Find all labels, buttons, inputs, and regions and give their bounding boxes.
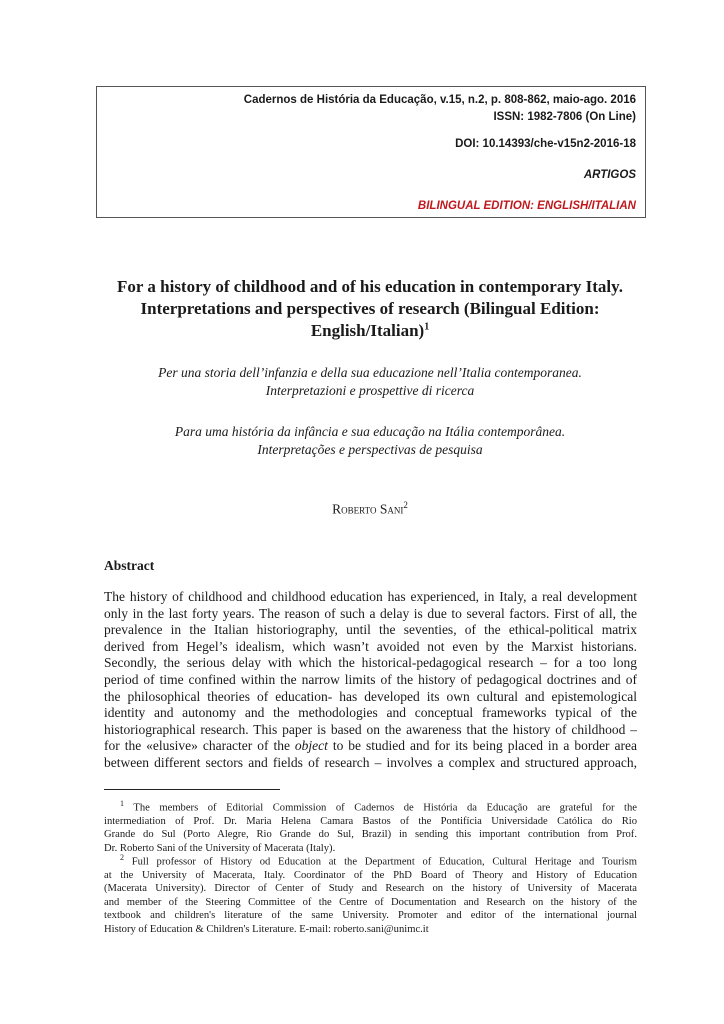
footnote-line: Dr. Roberto Sani of the University of Macerata (Italy). [104,842,336,854]
footnote-line: History of Education & Children's Literature. E-mail: roberto.sani@unimc.it [104,923,429,935]
italian-title-line-2: Interpretazioni e prospettive di ricerca [265,383,475,398]
portuguese-title-line-2: Interpretações e perspectivas de pesquisa [257,442,483,457]
footnote-2-line-1: Full professor of History od Education at the Department of Education, Cultural Heritage and Tourism [131,856,637,868]
portuguese-title [80,423,660,459]
article-title-line-3 [80,320,660,342]
italian-title-line-1: Per una storia dell’infanzia e della sua educazione nell’Italia contemporanea. [158,365,582,380]
journal-header-box [96,86,646,218]
abstract-object-italic: object [294,738,328,754]
footnote-line: Grande do Sul (Porto Alegre, Rio Grande do Sul, Brazil) in sending this important contribution from Prof. [104,829,637,841]
abstract-line: prevalence in the Italian historiography, until the seventies, of the ethical-political matrix [104,622,637,638]
abstract-line: The history of childhood and childhood education has experienced, in Italy, a real development [104,589,637,604]
footnote-line: and member of the Steering Committee of the Centre of Documentation and Research on the history of the [104,896,637,908]
footnote-line: textbook and children's literature of the same University. Promoter and editor of the international journal [104,910,637,922]
italian-title [80,364,660,400]
journal-issn: ISSN: 1982-7806 (On Line) [493,111,636,123]
abstract-line: period of time confined within the narrow limits of the history of pedagogical doctrines and of [104,671,637,687]
title-footnote-mark[interactable]: 1 [424,321,430,333]
abstract-line: historiographical research. This paper is based on the awareness that the history of childhood – [104,721,637,737]
abstract-heading: Abstract [104,558,155,573]
abstract-line: derived from Hegel’s idealism, which wasn’t avoided not even by the Marxist historians. [104,638,637,654]
footnote-separator [104,789,280,790]
author-name: Roberto Sani [332,501,404,517]
portuguese-title-line-1: Para uma história da infância e sua educação na Itália contemporânea. [174,424,566,439]
edition-label: BILINGUAL EDITION: ENGLISH/ITALIAN [417,200,636,212]
abstract-line-10-after: to be studied and for its being placed in a border area [327,738,637,754]
abstract-line: only in the last forty years. The reason of such a delay is due to several factors. First of all, the [104,605,637,621]
journal-citation: Cadernos de História da Educação, v.15, n.2, p. 808-862, maio-ago. 2016 [243,94,636,106]
abstract-line: identity and autonomy and the methodologies and conceptual frameworks typical of the [104,705,637,721]
author-line [80,500,660,518]
footnote-line [104,797,637,815]
author-footnote-mark[interactable]: 2 [403,500,408,510]
footnote-1 [104,797,637,855]
abstract-line: the philosophical theories of education- has developed its own cultural and epistemological [104,688,637,704]
footnote-1-mark: 1 [120,799,124,808]
footnote-2 [104,851,637,936]
footnote-line: at the University of Macerata, Italy. Coordinator of the PhD Board of Theory and History of Education [104,869,637,881]
abstract-body [104,589,637,772]
abstract-line: Secondly, the serious delay with which the historical-pedagogical research – for a too long [104,655,637,671]
article-title [80,276,660,342]
footnote-line [104,851,637,869]
abstract-line: between different sectors and fields of research – involves a complex and structured approach, [104,754,637,770]
article-title-line-3-text: English/Italian) [310,321,425,340]
footnote-line: intermediation of Prof. Dr. Maria Helena Camara Bastos of the Pontifícia Universidade Católica do Rio [104,815,637,827]
journal-doi[interactable]: DOI: 10.14393/che-v15n2-2016-18 [455,138,636,150]
footnote-2-mark: 2 [120,853,124,862]
article-title-line-2: Interpretations and perspectives of research (Bilingual Edition: [140,299,600,318]
section-label: ARTIGOS [583,169,636,181]
article-title-line-1: For a history of childhood and of his education in contemporary Italy. [117,277,623,296]
footnote-1-line-1: The members of Editorial Commission of Cadernos de História da Educação are grateful for the [133,802,637,814]
abstract-line-10-before: for the «elusive» character of the [104,738,295,754]
abstract-line [104,738,637,755]
footnote-line: (Macerata University). Director of Center of Study and Research on the history of University of Macerata [104,883,637,895]
